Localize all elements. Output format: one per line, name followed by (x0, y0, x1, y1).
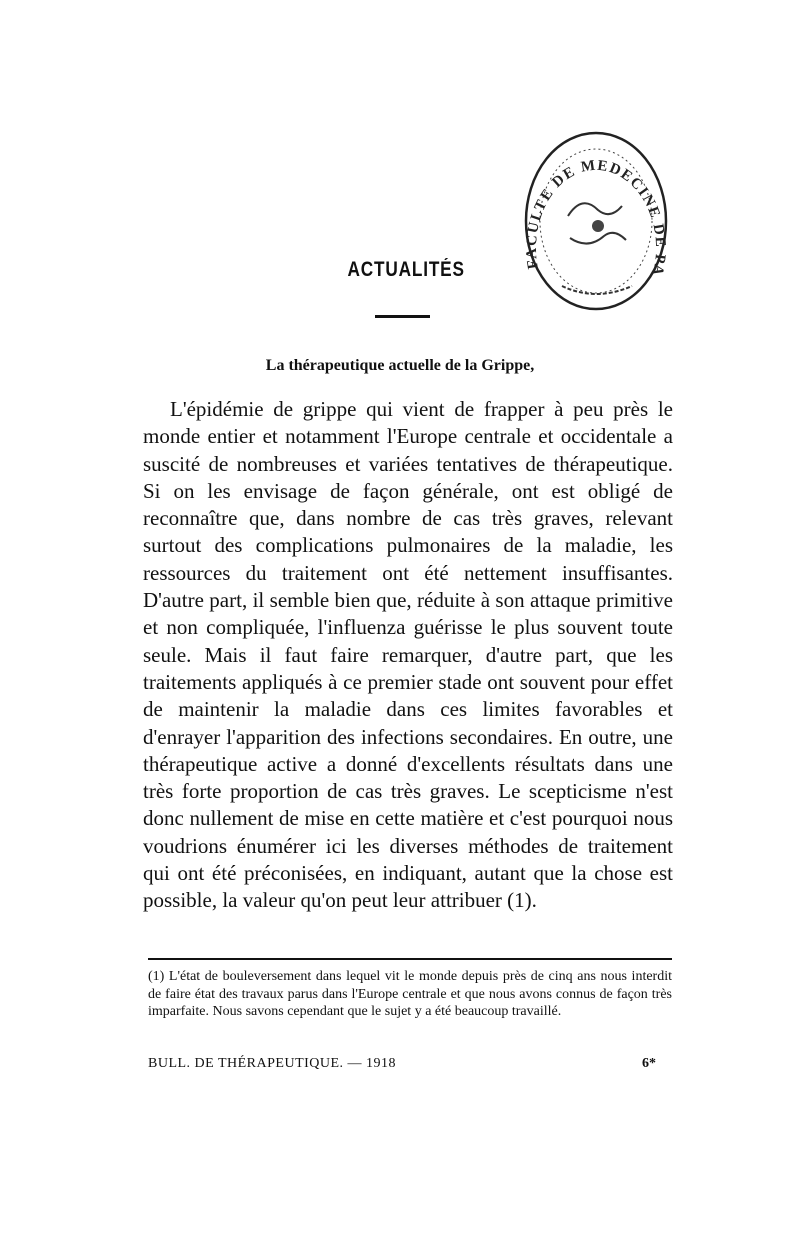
footer-signature: 6* (642, 1056, 656, 1071)
title-rule (375, 315, 430, 318)
footer-journal: BULL. DE THÉRAPEUTIQUE. — 1918 (148, 1056, 397, 1071)
section-title: ACTUALITÉS (347, 258, 465, 281)
footnote-divider (148, 958, 672, 960)
svg-text:FACULTE DE MEDECINE DE PARIS: FACULTE DE MEDECINE DE PA (523, 157, 669, 279)
body-paragraph: L'épidémie de grippe qui vient de frapper à peu près le monde entier et notamment l'Europe centrale et occidentale a suscité de nombreuses et variées tentatives de thérapeutique. Si on les envisage de façon générale, ont est obligé de reconnaître que, dans nombre de cas très graves, relevant surtout des complications pulmonaires de la maladie, les ressources du traitement ont été nettement insuffisantes. D'autre part, il semble bien que, réduite à son attaque primitive et non compliquée, l'influenza guérisse le plus souvent toute seule. Mais il faut faire remarquer, d'autre part, que les traitements appliqués à ce premier stade ont souvent pour effet de maintenir la maladie dans ces limites favorables et d'enrayer l'apparition des infections secondaires. En outre, une thérapeutique active a donné d'excellents résultats dans une très forte proportion de cas très graves. Le scepticisme n'est donc nullement de mise en cette matière et c'est pourquoi nous voudrions énumérer ici les diverses méthodes de traitement qui ont été préconisées, en indiquant, autant que la chose est possible, la valeur qu'on peut leur attribuer (1). (143, 397, 673, 913)
footnote: (1) L'état de bouleversement dans lequel vit le monde depuis près de cinq ans nous interdit de faire état des travaux parus dans l'Europe centrale et que nous avons connus de façon très imparfaite. Nous savons cependant que le sujet y a été beaucoup travaillé. (148, 969, 672, 1019)
library-stamp (518, 126, 674, 316)
article-title: La thérapeutique actuelle de la Grippe, (265, 357, 535, 374)
library-stamp-image (518, 126, 674, 316)
page-footer (148, 1056, 672, 1078)
